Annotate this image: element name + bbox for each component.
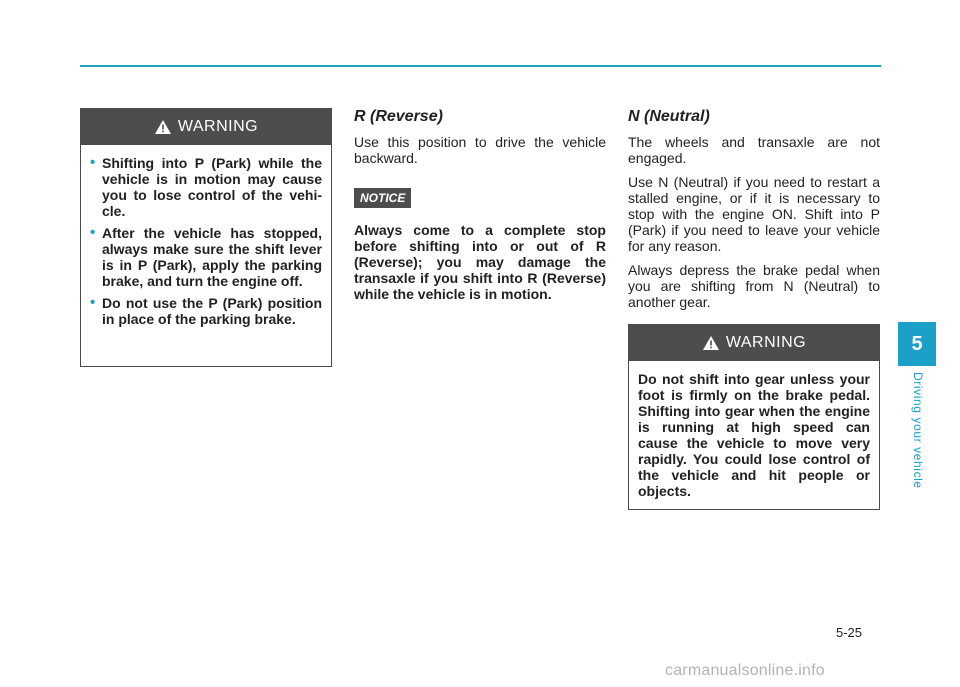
neutral-paragraph: Use N (Neutral) if you need to restart a stalled engine, or if it is necessary to stop with the engine ON. Shift into P (Park) if you need to leave your vehicle for any reason. <box>628 174 880 254</box>
bullet-icon: • <box>90 294 96 311</box>
notice-badge: NOTICE <box>354 188 411 208</box>
page-number: 5-25 <box>836 625 863 640</box>
top-rule <box>80 65 881 67</box>
warning-list <box>90 155 322 327</box>
neutral-warning-box <box>628 324 880 510</box>
warning-heading: WARNING <box>725 334 807 351</box>
left-column <box>80 108 332 367</box>
warning-item-text: Shifting into P (Park) while the vehicle is in motion may cause you to lose control of the vehi-cle. <box>102 155 322 219</box>
neutral-title: N (Neutral) <box>628 108 710 125</box>
right-column <box>628 108 880 510</box>
middle-column <box>354 108 606 302</box>
neutral-paragraph: Always depress the brake pedal when you are shifting from N (Neutral) to another gear. <box>628 262 880 310</box>
park-warning-box <box>80 108 332 367</box>
warning-body <box>629 361 879 511</box>
warning-item <box>90 295 322 327</box>
warning-item-text: After the vehicle has stopped, always make sure the shift lever is in P (Park), apply the parking brake, and turn the engine off. <box>102 225 322 289</box>
reverse-title: R (Reverse) <box>354 108 443 125</box>
warning-text: Do not shift into gear unless your foot is firmly on the brake pedal. Shifting into gear when the engine is running at high speed can cause the vehicle to move very rapidly. You could lose control of the vehicle and hit people or objects. <box>638 371 870 499</box>
warning-heading: WARNING <box>177 118 259 135</box>
reverse-notice-text: Always come to a complete stop before shifting into or out of R (Reverse); you may damage the transaxle if you shift into R (Reverse) while the vehicle is in motion. <box>354 222 606 302</box>
warning-item <box>90 155 322 219</box>
neutral-paragraph: The wheels and transaxle are not engaged. <box>628 134 880 166</box>
bullet-icon: • <box>90 154 96 171</box>
bullet-icon: • <box>90 224 96 241</box>
warning-header <box>81 109 331 145</box>
warning-triangle-icon <box>154 119 172 135</box>
chapter-number-tab: 5 <box>898 322 936 366</box>
watermark: carmanualsonline.info <box>665 662 825 679</box>
warning-triangle-icon <box>702 335 720 351</box>
reverse-body: Use this position to drive the vehicle backward. <box>354 134 606 166</box>
warning-body <box>81 145 331 345</box>
warning-header <box>629 325 879 361</box>
warning-item <box>90 225 322 289</box>
chapter-name: Driving your vehicle <box>911 372 925 489</box>
warning-item-text: Do not use the P (Park) position in place of the parking brake. <box>102 295 322 327</box>
